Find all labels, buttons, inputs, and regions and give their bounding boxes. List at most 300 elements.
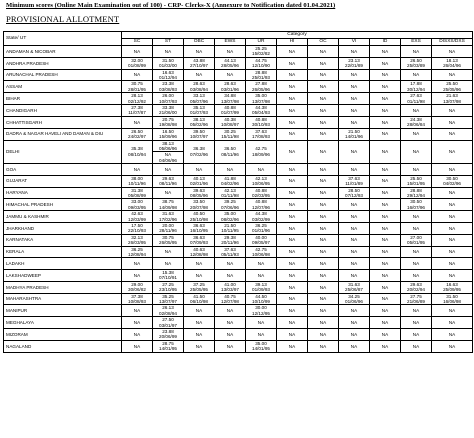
score-cell [215, 317, 246, 329]
score-cell [153, 199, 184, 211]
score-value: NA [319, 48, 327, 54]
score-value: 40.13 [193, 175, 205, 181]
score-value: 25.50 [410, 175, 422, 181]
score-value: NA [319, 60, 327, 66]
score-value: NA [257, 261, 265, 266]
state-name: JHARKHAND [4, 222, 122, 234]
score-cell [122, 258, 153, 270]
cutoff-date: 08/02/96 [221, 216, 239, 222]
score-cell [184, 281, 215, 293]
cutoff-date: 01/09/93 [252, 287, 270, 293]
score-value: NA [133, 119, 141, 125]
score-value: 25.50 [446, 81, 458, 87]
score-value: NA [319, 225, 327, 231]
score-value: 27.63 [410, 93, 422, 99]
cutoff-date: 07/09/93 [190, 240, 208, 246]
score-value: 28.63 [193, 81, 205, 87]
cutoff-date: 21/06/00 [159, 110, 177, 116]
score-value: NA [195, 319, 203, 325]
table-row [4, 305, 473, 317]
score-cell [153, 234, 184, 246]
score-cell [215, 340, 246, 352]
score-cell [308, 246, 339, 258]
score-cell [122, 329, 153, 341]
cutoff-date: 28/05/96 [221, 63, 239, 69]
category-header: Category [122, 32, 473, 39]
cutoff-date: 18/09/96 [252, 151, 270, 157]
score-value: NA [412, 261, 420, 266]
score-value: NA [412, 48, 420, 54]
score-value: NA [350, 48, 358, 54]
score-cell [401, 164, 432, 176]
score-value: NA [319, 261, 327, 266]
score-cell [432, 93, 473, 105]
score-value: NA [381, 48, 389, 54]
score-cell [370, 140, 401, 164]
score-value: NA [350, 84, 358, 90]
cutoff-date: 01/06/96 [345, 299, 363, 305]
cutoff-date: 16/07/96 [407, 204, 425, 210]
page-subtitle: PROVISIONAL ALLOTMENT [6, 14, 120, 24]
score-cell [308, 270, 339, 282]
score-value: NA [288, 331, 296, 337]
score-cell [184, 128, 215, 140]
score-value: NA [448, 319, 456, 325]
cutoff-date: 20/02/94 [407, 287, 425, 293]
score-cell [370, 329, 401, 341]
score-value: 30.25 [224, 128, 236, 134]
score-value: 37.63 [224, 246, 236, 252]
cutoff-date: 25/05/96 [443, 86, 461, 92]
score-value: 26.50 [131, 128, 143, 134]
score-cell [339, 317, 370, 329]
score-value: NA [412, 213, 420, 219]
score-cell [246, 281, 277, 293]
score-cell [246, 81, 277, 93]
score-value: NA [350, 343, 358, 349]
column-header: DISXS/DXS [432, 39, 473, 46]
cutoff-date: 12/08/94 [128, 252, 146, 257]
score-cell [401, 69, 432, 81]
score-value: 27.88 [255, 81, 267, 87]
score-value: 43.88 [193, 57, 205, 63]
score-cell [370, 340, 401, 352]
score-value: NA [288, 95, 296, 101]
score-cell [277, 46, 308, 58]
score-cell [277, 69, 308, 81]
cutoff-date: 30/12/94 [407, 86, 425, 92]
score-value: NA [257, 331, 265, 337]
score-value: NA [448, 72, 456, 78]
score-cell [246, 187, 277, 199]
score-cell [122, 140, 153, 164]
score-cell [184, 105, 215, 117]
score-value: 21.63 [446, 93, 458, 99]
table-row [4, 57, 473, 69]
cutoff-date: 20/06/99 [159, 334, 177, 340]
score-value: 36.25 [131, 246, 143, 252]
table-row [4, 234, 473, 246]
cutoff-date: 29/12/94 [407, 192, 425, 198]
cutoff-date: 05/01/95 [407, 240, 425, 246]
score-cell [215, 222, 246, 234]
score-cell [153, 164, 184, 176]
score-cell [339, 187, 370, 199]
score-value: NA [381, 296, 389, 302]
score-cell [122, 293, 153, 305]
score-value: NA [133, 72, 141, 78]
page-title: Minimum scores (Online Main Examination out of 100) - CRP- Clerks-X (Annexure to Notification dated 01.04.2021) [6, 2, 336, 9]
score-cell [308, 211, 339, 223]
score-value: NA [319, 249, 327, 255]
score-cell [277, 270, 308, 282]
score-cell [277, 140, 308, 164]
cutoff-date: 12/08/98 [190, 252, 208, 257]
score-cell [339, 222, 370, 234]
score-cell [401, 281, 432, 293]
cutoff-date: 25/10/98 [190, 216, 208, 222]
score-cell [432, 105, 473, 117]
score-cell [432, 293, 473, 305]
score-cell [308, 93, 339, 105]
cutoff-date: 10/11/96 [128, 181, 146, 187]
score-cell [153, 46, 184, 58]
score-cell [277, 222, 308, 234]
score-value: NA [448, 331, 456, 337]
score-cell [370, 211, 401, 223]
score-cell [246, 222, 277, 234]
score-value: NA [448, 343, 456, 349]
cutoff-date: 10/06/95 [252, 181, 270, 187]
score-value: 36.63 [193, 234, 205, 240]
score-cell [401, 57, 432, 69]
score-value: NA [319, 119, 327, 125]
score-cell [153, 116, 184, 128]
score-cell [153, 222, 184, 234]
score-value: NA [319, 190, 327, 196]
score-value: NA [448, 149, 456, 155]
score-value: NA [381, 343, 389, 349]
score-cell [370, 128, 401, 140]
score-value: NA [381, 119, 389, 125]
cutoff-date: 03/01/97 [159, 322, 177, 328]
score-cell [215, 293, 246, 305]
score-value: 28.50 [348, 187, 360, 193]
score-value: NA [381, 213, 389, 219]
score-value: NA [319, 331, 327, 337]
score-value: 29.38 [224, 234, 236, 240]
score-cell [153, 105, 184, 117]
cutoff-date: 07/12/93 [345, 192, 363, 198]
score-value: NA [350, 202, 358, 208]
score-value: 21.50 [224, 222, 236, 228]
score-cell [370, 46, 401, 58]
score-cell [184, 199, 215, 211]
cutoff-date: 26/05/95 [159, 240, 177, 246]
score-value: 38.75 [162, 199, 174, 205]
score-cell [277, 234, 308, 246]
score-cell [215, 234, 246, 246]
score-value: NA [257, 319, 265, 325]
score-cell [184, 57, 215, 69]
cutoff-date: 23/10/95 [159, 287, 177, 293]
score-value: NA [195, 72, 203, 78]
score-value: NA [288, 284, 296, 290]
score-value: NA [448, 213, 456, 219]
score-cell [277, 199, 308, 211]
score-cell [122, 57, 153, 69]
score-value: NA [350, 166, 358, 172]
score-cell [370, 69, 401, 81]
state-name: LAKSHADWEEP [4, 270, 122, 282]
table-row [4, 270, 473, 282]
cutoff-date: 10/07/93 [159, 98, 177, 104]
score-value: NA [448, 225, 456, 231]
score-value: 34.88 [224, 93, 236, 99]
score-cell [277, 164, 308, 176]
cutoff-date: 13/03/97 [221, 287, 239, 293]
cutoff-date: 30/10/93 [252, 122, 270, 128]
score-value: NA [226, 272, 234, 278]
score-cell [246, 340, 277, 352]
table-row [4, 105, 473, 117]
score-value: NA [319, 284, 327, 290]
score-cell [277, 57, 308, 69]
cutoff-date: 25/05/95 [190, 287, 208, 293]
score-value: NA [448, 237, 456, 243]
score-cell [184, 340, 215, 352]
score-cell [370, 187, 401, 199]
score-value: NA [319, 107, 327, 113]
score-value: NA [288, 119, 296, 125]
state-name: GOA [4, 164, 122, 176]
state-name: KERALA [4, 246, 122, 258]
score-cell [339, 199, 370, 211]
score-value: 26.00 [162, 93, 174, 99]
state-name: KARNATAKA [4, 234, 122, 246]
score-cell [277, 105, 308, 117]
cutoff-date: 03/08/94 [190, 86, 208, 92]
score-cell [401, 340, 432, 352]
score-cell [246, 140, 277, 164]
score-cell [153, 140, 184, 164]
score-value: 38.00 [131, 175, 143, 181]
score-cell [370, 281, 401, 293]
score-value: 34.25 [348, 293, 360, 299]
score-cell [308, 258, 339, 270]
score-value: NA [350, 213, 358, 219]
state-name: HARYANA [4, 187, 122, 199]
score-cell [215, 246, 246, 258]
score-cell [308, 140, 339, 164]
state-name: ANDHRA PRADESH [4, 57, 122, 69]
score-cell [122, 105, 153, 117]
score-value: NA [448, 107, 456, 113]
score-value: NA [381, 178, 389, 184]
score-cell [308, 69, 339, 81]
score-value: 30.50 [410, 199, 422, 205]
score-value: 28.88 [410, 187, 422, 193]
score-cell [432, 246, 473, 258]
score-cell [184, 46, 215, 58]
score-value: NA [319, 343, 327, 349]
score-value: NA [448, 119, 456, 125]
score-value: 16.63 [162, 69, 174, 75]
score-cell [215, 175, 246, 187]
cutoff-date: 22/01/89 [345, 63, 363, 69]
score-cell [277, 281, 308, 293]
score-cell [401, 222, 432, 234]
score-value: 35.00 [224, 211, 236, 217]
score-cell [370, 81, 401, 93]
score-value: NA [381, 107, 389, 113]
score-value: NA [350, 107, 358, 113]
state-name: JAMMU & KASHMIR [4, 211, 122, 223]
score-value: NA [164, 166, 172, 172]
score-value: NA [448, 202, 456, 208]
score-cell [401, 93, 432, 105]
score-value: 28.63 [224, 81, 236, 87]
score-cell [246, 57, 277, 69]
score-cell [339, 246, 370, 258]
score-cell [401, 46, 432, 58]
score-cell [339, 258, 370, 270]
score-cell [215, 128, 246, 140]
column-header: ST [153, 39, 184, 46]
score-value: NA [288, 296, 296, 302]
score-value: NA [153, 151, 183, 157]
score-cell [184, 246, 215, 258]
score-cell [401, 258, 432, 270]
score-cell [401, 270, 432, 282]
score-cell [432, 281, 473, 293]
score-value: NA [257, 272, 265, 278]
score-cell [401, 81, 432, 93]
minimum-scores-table [3, 31, 473, 353]
score-value: 29.63 [162, 175, 174, 181]
score-value: 23.38 [162, 81, 174, 87]
cutoff-date: 13/07/98 [221, 98, 239, 104]
cutoff-date: 05/08/99 [128, 192, 146, 198]
score-cell [215, 69, 246, 81]
cutoff-date: 05/02/96 [190, 122, 208, 128]
score-cell [401, 175, 432, 187]
cutoff-date: 05/11/93 [221, 252, 239, 257]
score-value: NA [319, 272, 327, 278]
column-header: EXS [401, 39, 432, 46]
cutoff-date: 10/11/95 [221, 228, 239, 234]
score-value: NA [133, 166, 141, 172]
score-value: 23.13 [348, 57, 360, 63]
score-cell [215, 329, 246, 341]
score-value: NA [288, 190, 296, 196]
score-cell [401, 329, 432, 341]
score-cell [339, 69, 370, 81]
score-cell [432, 258, 473, 270]
score-value: 26.13 [162, 305, 174, 311]
score-value: NA [448, 249, 456, 255]
score-value: NA [288, 149, 296, 155]
score-value: NA [448, 272, 456, 278]
score-value: NA [412, 249, 420, 255]
cutoff-date: 27/10/97 [190, 63, 208, 69]
score-cell [184, 81, 215, 93]
score-value: 33.50 [193, 199, 205, 205]
score-cell [184, 317, 215, 329]
table-row [4, 329, 473, 341]
score-value: NA [381, 308, 389, 314]
score-cell [277, 187, 308, 199]
score-cell [246, 46, 277, 58]
cutoff-date: 14/01/95 [159, 346, 177, 352]
score-value: 38.13 [193, 116, 205, 122]
score-cell [153, 128, 184, 140]
score-cell [432, 199, 473, 211]
score-cell [339, 93, 370, 105]
cutoff-date: 25/09/95 [443, 287, 461, 293]
score-cell [184, 164, 215, 176]
score-value: 32.00 [131, 57, 143, 63]
column-header: OC [308, 39, 339, 46]
score-cell [122, 81, 153, 93]
score-value: NA [288, 213, 296, 219]
score-value: NA [288, 107, 296, 113]
score-value: NA [381, 60, 389, 66]
score-cell [370, 317, 401, 329]
score-value: 16.63 [446, 281, 458, 287]
score-value: NA [381, 237, 389, 243]
score-cell [370, 305, 401, 317]
score-cell [339, 81, 370, 93]
score-cell [184, 93, 215, 105]
score-value: 30.75 [162, 234, 174, 240]
score-value: 30.00 [255, 305, 267, 311]
score-value: NA [288, 60, 296, 66]
score-value: NA [133, 261, 141, 266]
table-row [4, 281, 473, 293]
score-cell [432, 164, 473, 176]
score-value: 31.63 [348, 281, 360, 287]
score-value: NA [195, 331, 203, 337]
table-body [4, 46, 473, 353]
score-cell [401, 116, 432, 128]
score-cell [339, 234, 370, 246]
table-row [4, 187, 473, 199]
score-value: NA [412, 225, 420, 231]
score-cell [277, 116, 308, 128]
score-value: 44.50 [255, 293, 267, 299]
score-value: 29.00 [131, 281, 143, 287]
score-value: 21.50 [348, 128, 360, 134]
score-value: NA [350, 272, 358, 278]
score-cell [153, 175, 184, 187]
cutoff-date: 21/06/89 [407, 299, 425, 305]
score-value: NA [350, 319, 358, 325]
score-value: 35.25 [162, 293, 174, 299]
score-cell [370, 105, 401, 117]
score-cell [215, 164, 246, 176]
cutoff-date: 11/07/87 [128, 110, 146, 116]
cutoff-date: 12/07/96 [252, 204, 270, 210]
score-cell [308, 175, 339, 187]
score-cell [401, 199, 432, 211]
score-value: 30.75 [131, 81, 143, 87]
cutoff-date: 28/11/96 [159, 228, 177, 234]
cutoff-date: 03/01/96 [221, 86, 239, 92]
score-cell [246, 164, 277, 176]
score-cell [308, 164, 339, 176]
score-value: NA [288, 237, 296, 243]
